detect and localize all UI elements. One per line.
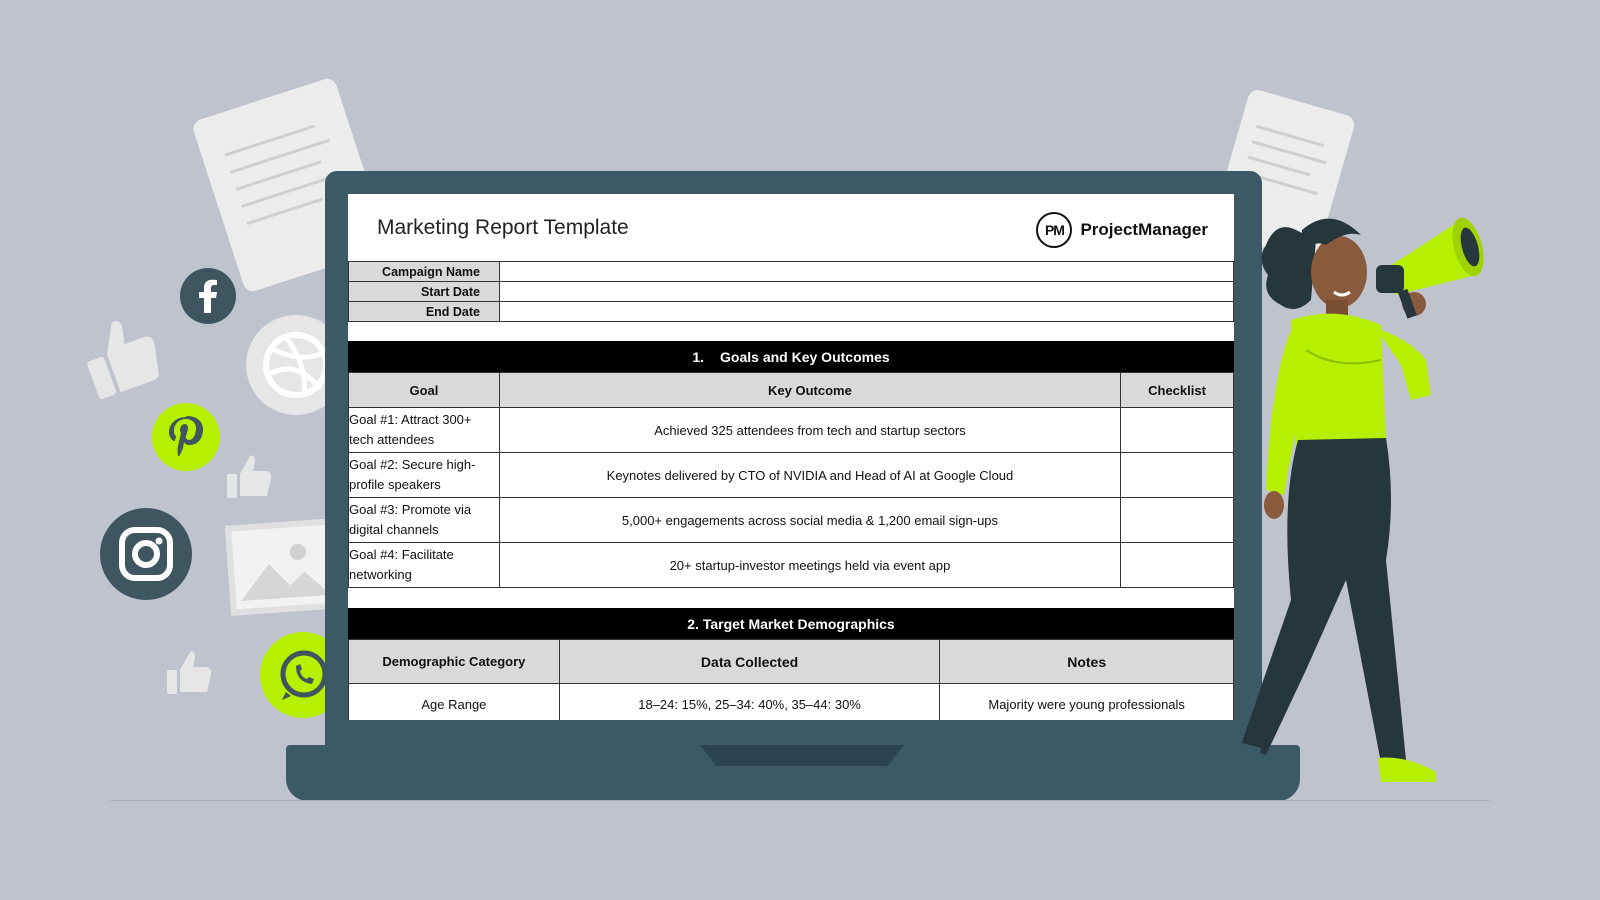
thumbs-up-icon xyxy=(78,310,164,405)
demographic-category-column-header: Demographic Category xyxy=(349,640,560,684)
laptop-trackpad-notch xyxy=(700,745,904,766)
campaign-name-field[interactable] xyxy=(500,262,1234,282)
checklist-cell[interactable] xyxy=(1121,453,1234,498)
goal-column-header: Goal xyxy=(349,373,500,408)
goal-cell[interactable]: Goal #1: Attract 300+ tech attendees xyxy=(349,408,500,453)
goals-header-row xyxy=(349,373,1234,408)
image-placeholder-icon xyxy=(225,518,341,615)
outcome-cell[interactable]: Keynotes delivered by CTO of NVIDIA and Head of AI at Google Cloud xyxy=(499,453,1120,498)
facebook-icon xyxy=(180,268,236,329)
info-row-end-date xyxy=(349,302,1234,322)
checklist-column-header: Checklist xyxy=(1121,373,1234,408)
table-row xyxy=(349,684,1234,721)
goal-cell[interactable]: Goal #3: Promote via digital channels xyxy=(349,498,500,543)
demographics-header-row xyxy=(349,640,1234,684)
table-row xyxy=(349,453,1234,498)
demographics-table xyxy=(348,639,1234,720)
info-row-campaign-name xyxy=(349,262,1234,282)
woman-with-megaphone-illustration xyxy=(1236,200,1536,805)
campaign-info-table xyxy=(348,261,1234,322)
goals-table xyxy=(348,372,1234,588)
thumbs-up-bottom-icon xyxy=(165,648,215,703)
end-date-field[interactable] xyxy=(500,302,1234,322)
brand-name: ProjectManager xyxy=(1080,220,1208,239)
start-date-field[interactable] xyxy=(500,282,1234,302)
end-date-label: End Date xyxy=(349,302,500,322)
goal-cell[interactable]: Goal #4: Facilitate networking xyxy=(349,543,500,588)
section-1-title: Goals and Key Outcomes xyxy=(720,348,890,365)
instagram-icon xyxy=(100,508,192,605)
outcome-cell[interactable]: 20+ startup-investor meetings held via event app xyxy=(499,543,1120,588)
pinterest-icon xyxy=(152,403,220,476)
data-collected-column-header: Data Collected xyxy=(559,640,940,684)
key-outcome-column-header: Key Outcome xyxy=(499,373,1120,408)
page-title: Marketing Report Template xyxy=(377,216,629,239)
notes-cell[interactable]: Majority were young professionals xyxy=(940,684,1234,721)
outcome-cell[interactable]: 5,000+ engagements across social media & 1,200 email sign-ups xyxy=(499,498,1120,543)
table-row xyxy=(349,498,1234,543)
section-1-number: 1. xyxy=(692,348,705,365)
info-row-start-date xyxy=(349,282,1234,302)
section-2-header xyxy=(348,608,1234,639)
spreadsheet-screen xyxy=(348,194,1234,720)
category-cell[interactable]: Age Range xyxy=(349,684,560,721)
campaign-name-label: Campaign Name xyxy=(349,262,500,282)
thumbs-up-small-icon xyxy=(225,452,275,507)
goal-cell[interactable]: Goal #2: Secure high-profile speakers xyxy=(349,453,500,498)
table-row xyxy=(349,543,1234,588)
checklist-cell[interactable] xyxy=(1121,408,1234,453)
checklist-cell[interactable] xyxy=(1121,498,1234,543)
brand xyxy=(1036,212,1208,248)
notes-column-header: Notes xyxy=(940,640,1234,684)
projectmanager-logo-icon: PM xyxy=(1036,212,1072,248)
table-row xyxy=(349,408,1234,453)
checklist-cell[interactable] xyxy=(1121,543,1234,588)
outcome-cell[interactable]: Achieved 325 attendees from tech and startup sectors xyxy=(499,408,1120,453)
section-1-header xyxy=(348,341,1234,372)
start-date-label: Start Date xyxy=(349,282,500,302)
data-collected-cell[interactable]: 18–24: 15%, 25–34: 40%, 35–44: 30% xyxy=(559,684,940,721)
section-2-title: 2. Target Market Demographics xyxy=(687,615,895,632)
